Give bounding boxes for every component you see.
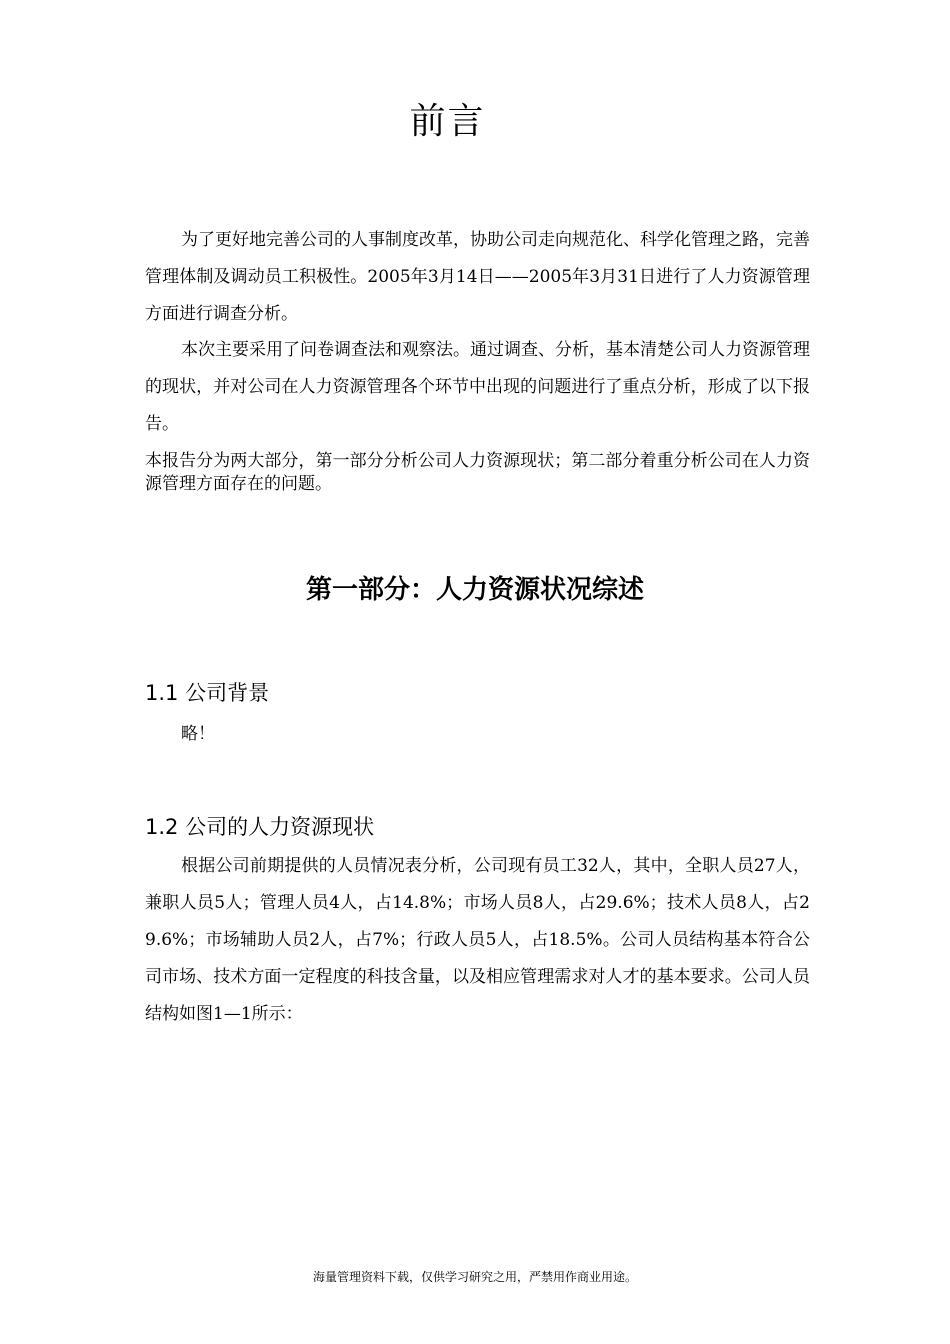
preface-paragraph-2: 本次主要采用了问卷调查法和观察法。通过调查、分析，基本清楚公司人力资源管理的现状，并对公司在人力资源管理各个环节中出现的问题进行了重点分析，形成了以下报告。 [145,340,810,434]
section-1-1-body: 略！ [181,724,215,744]
preface-paragraph-3: 本报告分为两大部分，第一部分分析公司人力资源现状；第二部分着重分析公司在人力资源管理方面存在的问题。 [145,451,810,494]
preface-paragraph-1: 为了更好地完善公司的人事制度改革，协助公司走向规范化、科学化管理之路，完善管理体制及调动员工积极性。2005年3月14日——2005年3月31日进行了人力资源管理方面进行调查分析。 [145,230,810,324]
preface-title: 前言 [409,101,486,142]
section-1-2-body: 根据公司前期提供的人员情况表分析，公司现有员工32人，其中，全职人员27人，兼职人员5人；管理人员4人，占14.8%；市场人员8人，占29.6%；技术人员8人，占29.6%；市场辅助人员2人，占7%；行政人员5人，占18.5%。公司人员结构基本符合公司市场、技术方面一定程度的科技含量，以及相应管理需求对人才的基本要求。公司人员结构如图1—1所示： [145,856,810,1024]
page-footer: 海量管理资料下载，仅供学习研究之用，严禁用作商业用途。 [312,1270,637,1284]
section-1-2-title: 1.2 公司的人力资源现状 [145,815,375,839]
section-1-1-title: 1.1 公司背景 [145,681,270,705]
part-one-title: 第一部分：人力资源状况综述 [305,575,644,605]
